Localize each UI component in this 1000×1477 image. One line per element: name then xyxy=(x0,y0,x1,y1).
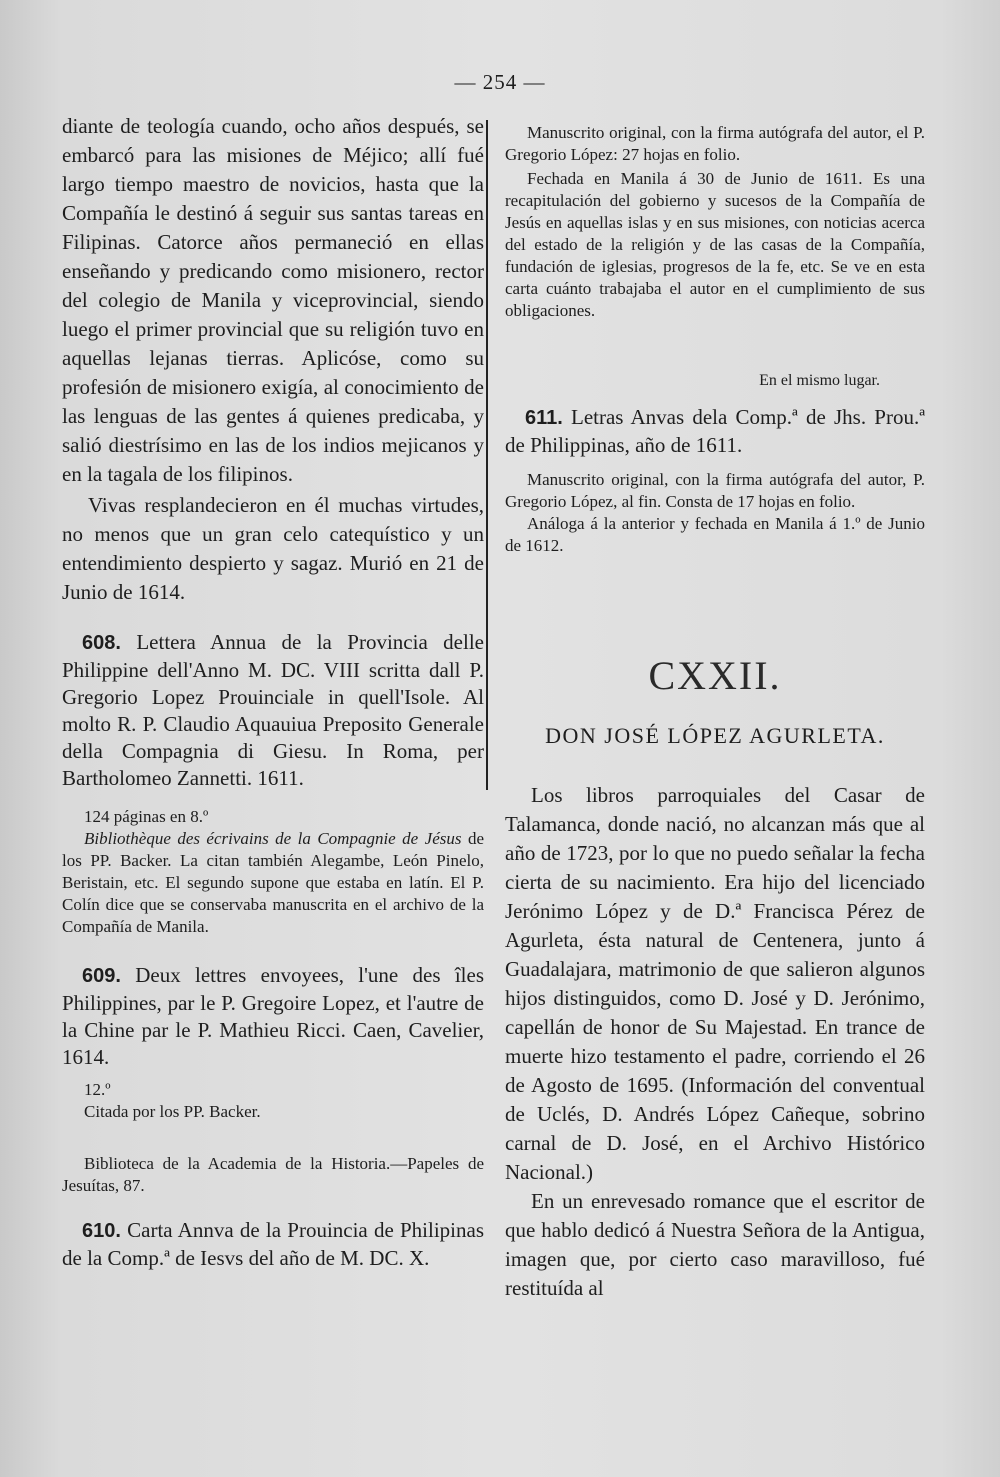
entry-611-note-manuscript: Manuscrito original, con la firma autógrafa del autor, P. Gregorio López, al fin. Consta de 17 hojas en folio. xyxy=(505,470,925,511)
entry-608-note-sources xyxy=(62,828,484,938)
entry-609 xyxy=(62,962,484,1071)
chapter-number: CXXII. xyxy=(648,653,782,698)
page-number: — 254 — xyxy=(454,70,546,94)
left-column xyxy=(62,112,484,1272)
entry-611-title: Letras Anvas dela Comp.ª de Jhs. Prou.ª de Philippinas, año de 1611. xyxy=(505,405,925,457)
entry-609-note-format: 12.º xyxy=(84,1080,111,1099)
entry-611-number: 611. xyxy=(525,407,563,429)
entry-610 xyxy=(62,1217,484,1272)
chapter-paragraph-2: En un enrevesado romance que el escritor de que hablo dedicó á Nuestra Señora de la Antigua, imagen que, por cierto caso maravilloso, fué restituída al xyxy=(505,1189,925,1300)
entry-608 xyxy=(62,629,484,792)
entry-610-number: 610. xyxy=(82,1220,121,1242)
entry-608-note-pages: 124 páginas en 8.º xyxy=(84,807,209,826)
entry-609-note-library: Biblioteca de la Academia de la Historia.—Papeles de Jesuítas, 87. xyxy=(62,1154,484,1195)
entry-610-location: En el mismo lugar. xyxy=(759,372,880,389)
entry-611 xyxy=(505,404,925,459)
entry-608-number: 608. xyxy=(82,632,121,654)
biography-paragraph-2: Vivas resplandecieron en él muchas virtudes, no menos que un gran celo catequístico y un entendimiento despierto y sagaz. Murió en 21 de Junio de 1614. xyxy=(62,493,484,604)
entry-608-title: Lettera Annua de la Provincia delle Philippine dell'Anno M. DC. VIII scritta dall P. Gregorio Lopez Prouinciale in quell'Isole. Al molto R. P. Claudio Aquauiua Preposito Generale della Compagnia di Giesu. In Roma, per Bartholomeo Zannetti. 1611. xyxy=(62,630,484,790)
entry-610-note-description: Fechada en Manila á 30 de Junio de 1611. Es una recapitulación del gobierno y sucesos de la Compañía de Jesús en aquellas islas y en sus misiones, con noticias acerca del estado de la religión y de las casas de la Compañía, fundación de iglesias, progresos de la fe, etc. Se ve en esta carta cuánto trabajaba el autor en el cumplimiento de sus obligaciones. xyxy=(505,169,925,320)
chapter-title: DON JOSÉ LÓPEZ AGURLETA. xyxy=(545,723,885,748)
entry-610-title: Carta Annva de la Prouincia de Philipinas de la Comp.ª de Iesvs del año de M. DC. X. xyxy=(62,1218,485,1270)
column-divider xyxy=(486,120,488,790)
entry-608-source-rest: de los PP. Backer. La citan también Alegambe, León Pinelo, Beristain, etc. El segundo supone que estaba en latín. El P. Colín dice que se conservaba manuscrita en el archivo de la Compañía de Manila. xyxy=(62,829,484,936)
biography-paragraph-1: diante de teología cuando, ocho años después, se embarcó para las misiones de Méjico; allí fué largo tiempo maestro de novicios, hasta que la Compañía le destinó á seguir sus santas tareas en Filipinas. Catorce años permaneció en ellas enseñando y predicando como misionero, rector del colegio de Manila y viceprovincial, siendo luego el primer provincial que su religión tuvo en aquellas lejanas tierras. Aplicóse, como su profesión de misionero exigía, al conocimiento de las lenguas de las gentes á quienes predicaba, y salió diestrísimo en las de los indios mejicanos y en la tagala de los filipinos. xyxy=(62,114,484,486)
entry-608-source-italic: Bibliothèque des écrivains de la Compagnie de Jésus xyxy=(84,829,462,848)
entry-610-note-manuscript: Manuscrito original, con la firma autógrafa del autor, el P. Gregorio López: 27 hojas en folio. xyxy=(505,123,925,164)
right-column xyxy=(505,122,925,1303)
entry-611-note-analogous: Análoga á la anterior y fechada en Manila á 1.º de Junio de 1612. xyxy=(505,514,925,555)
entry-609-title: Deux lettres envoyees, l'une des îles Philippines, par le P. Gregoire Lopez, et l'autre de la Chine par le P. Mathieu Ricci. Caen, Cavelier, 1614. xyxy=(62,963,484,1069)
entry-609-number: 609. xyxy=(82,965,121,987)
entry-609-note-cited: Citada por los PP. Backer. xyxy=(84,1102,261,1121)
chapter-paragraph-1: Los libros parroquiales del Casar de Talamanca, donde nació, no alcanzan más que al año de 1723, por lo que no puedo señalar la fecha cierta de su nacimiento. Era hijo del licenciado Jerónimo López y de D.ª Francisca Pérez de Agurleta, ésta natural de Centenera, junto á Guadalajara, matrimonio de que salieron algunos hijos distinguidos, como D. José y D. Jerónimo, capellán de honor de Su Majestad. En trance de muerte hizo testamento el padre, corriendo el 26 de Agosto de 1695. (Información del conventual de Uclés, D. Andrés López Cañeque, sobrino carnal de D. José, en el Archivo Histórico Nacional.) xyxy=(505,783,925,1184)
